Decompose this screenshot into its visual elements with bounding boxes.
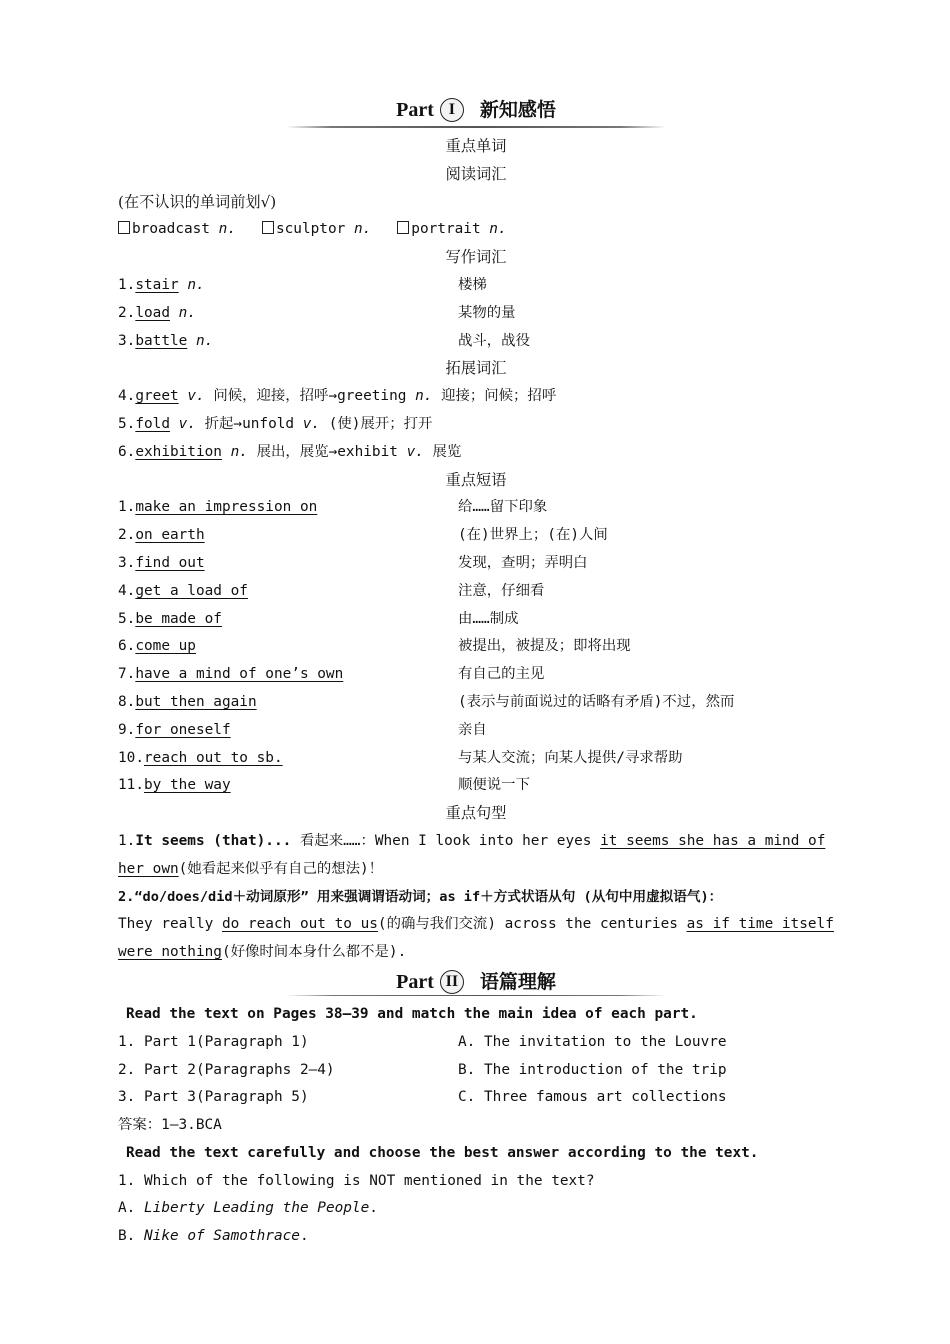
part2-header (118, 967, 834, 1001)
phrase-meaning: 有自己的主见 (458, 666, 545, 683)
match-row: 1. Part 1(Paragraph 1) A. The invitation to the Louvre (118, 1033, 727, 1050)
section-key-sentences: 重点句型 (445, 804, 507, 823)
phrase-item: 3.find out 发现，查明；弄明白 (118, 550, 834, 578)
sub-expand-vocab: 拓展词汇 (445, 359, 507, 378)
reading-word: portrait n. (397, 221, 506, 237)
question-1-option: A. Liberty Leading the People. (118, 1200, 378, 1217)
checkbox-icon[interactable] (118, 221, 130, 234)
phrase-meaning: 顺便说一下 (458, 777, 530, 794)
section-key-phrases: 重点短语 (445, 470, 507, 489)
reading-note: (在不认识的单词前划√) (118, 192, 277, 211)
question-1-option: B. Nike of Samothrace. (118, 1228, 309, 1245)
writing-item: 2.load n. 某物的量 (118, 300, 834, 328)
task2-instruction: Read the text carefully and choose the best answer according to the text. (126, 1144, 759, 1161)
expand-item: 6.exhibition n. 展出，展览→exhibit v. 展览 (118, 443, 462, 460)
reading-words-line (118, 216, 834, 244)
question-1: 1. Which of the following is NOT mentioned in the text? (118, 1172, 595, 1189)
sentence2-line3: were nothing(好像时间本身什么都不是). (118, 944, 407, 961)
phrase-meaning: 注意，仔细看 (458, 582, 545, 599)
part2-label: Part (396, 970, 434, 993)
writing-meaning: 楼梯 (458, 276, 487, 293)
match-row: 3. Part 3(Paragraph 5) C. Three famous art collections (118, 1089, 727, 1106)
reading-word: sculptor n. (262, 221, 371, 237)
phrase-item: 11.by the way 顺便说一下 (118, 772, 834, 800)
part1-header (118, 95, 834, 133)
sentence2-line1: 2.“do/does/did＋动词原形” 用来强调谓语动词；as if＋方式状语从句 (从句中用虚拟语气)： (118, 888, 723, 905)
writing-item: 3.battle n. 战斗，战役 (118, 328, 834, 356)
sentence1-line1: 1.It seems (that)... 看起来……：When I look into her eyes it seems she has a mind of (118, 832, 826, 849)
part1-title: 新知感悟 (479, 99, 556, 121)
phrase-item: 8.but then again (表示与前面说过的话略有矛盾)不过，然而 (118, 689, 834, 717)
reading-word: broadcast n. (118, 221, 236, 237)
part1-numeral: I (440, 98, 464, 122)
phrase-meaning: 与某人交流；向某人提供/寻求帮助 (458, 749, 683, 766)
part2-title: 语篇理解 (479, 970, 556, 993)
phrase-meaning: 由……制成 (458, 610, 519, 627)
expand-item: 5.fold v. 折起→unfold v. (使)展开；打开 (118, 415, 433, 432)
phrase-item: 2.on earth (在)世界上；(在)人间 (118, 522, 834, 550)
checkbox-icon[interactable] (397, 221, 409, 234)
phrase-item: 1.make an impression on 给……留下印象 (118, 494, 834, 522)
match-row: 2. Part 2(Paragraphs 2—4) B. The introduction of the trip (118, 1061, 727, 1078)
phrase-item: 10.reach out to sb. 与某人交流；向某人提供/寻求帮助 (118, 745, 834, 773)
answer-line: 答案：1—3.BCA (118, 1117, 222, 1134)
sub-reading-vocab: 阅读词汇 (445, 164, 507, 183)
phrase-item: 9.for oneself 亲自 (118, 717, 834, 745)
phrase-meaning: 发现，查明；弄明白 (458, 554, 588, 571)
phrase-item: 7.have a mind of one’s own 有自己的主见 (118, 661, 834, 689)
writing-meaning: 战斗，战役 (458, 332, 530, 349)
task1-instruction: Read the text on Pages 38—39 and match the main idea of each part. (126, 1005, 698, 1022)
phrase-meaning: (在)世界上；(在)人间 (458, 527, 608, 544)
part1-label: Part (396, 99, 434, 121)
phrase-item: 6.come up 被提出，被提及；即将出现 (118, 633, 834, 661)
part2-numeral: II (440, 970, 464, 994)
expand-item: 4.greet v. 问候，迎接，招呼→greeting n. 迎接；问候；招呼 (118, 388, 557, 405)
phrase-item: 4.get a load of 注意，仔细看 (118, 578, 834, 606)
sentence2-line2: They really do reach out to us(的确与我们交流) across the centuries as if time itself (118, 916, 834, 933)
phrase-meaning: (表示与前面说过的话略有矛盾)不过，然而 (458, 693, 735, 710)
phrase-item: 5.be made of 由……制成 (118, 606, 834, 634)
phrase-meaning: 给……留下印象 (458, 499, 548, 516)
writing-item: 1.stair n. 楼梯 (118, 272, 834, 300)
document-page (118, 95, 834, 1251)
part2-rule (286, 995, 666, 997)
phrase-meaning: 被提出，被提及；即将出现 (458, 638, 631, 655)
writing-meaning: 某物的量 (458, 304, 516, 321)
checkbox-icon[interactable] (262, 221, 274, 234)
phrase-meaning: 亲自 (458, 721, 487, 738)
sub-writing-vocab: 写作词汇 (445, 248, 507, 267)
sentence1-line2: her own(她看起来似乎有自己的想法)！ (118, 860, 384, 877)
section-key-words: 重点单词 (445, 137, 507, 155)
part1-rule (286, 126, 666, 128)
